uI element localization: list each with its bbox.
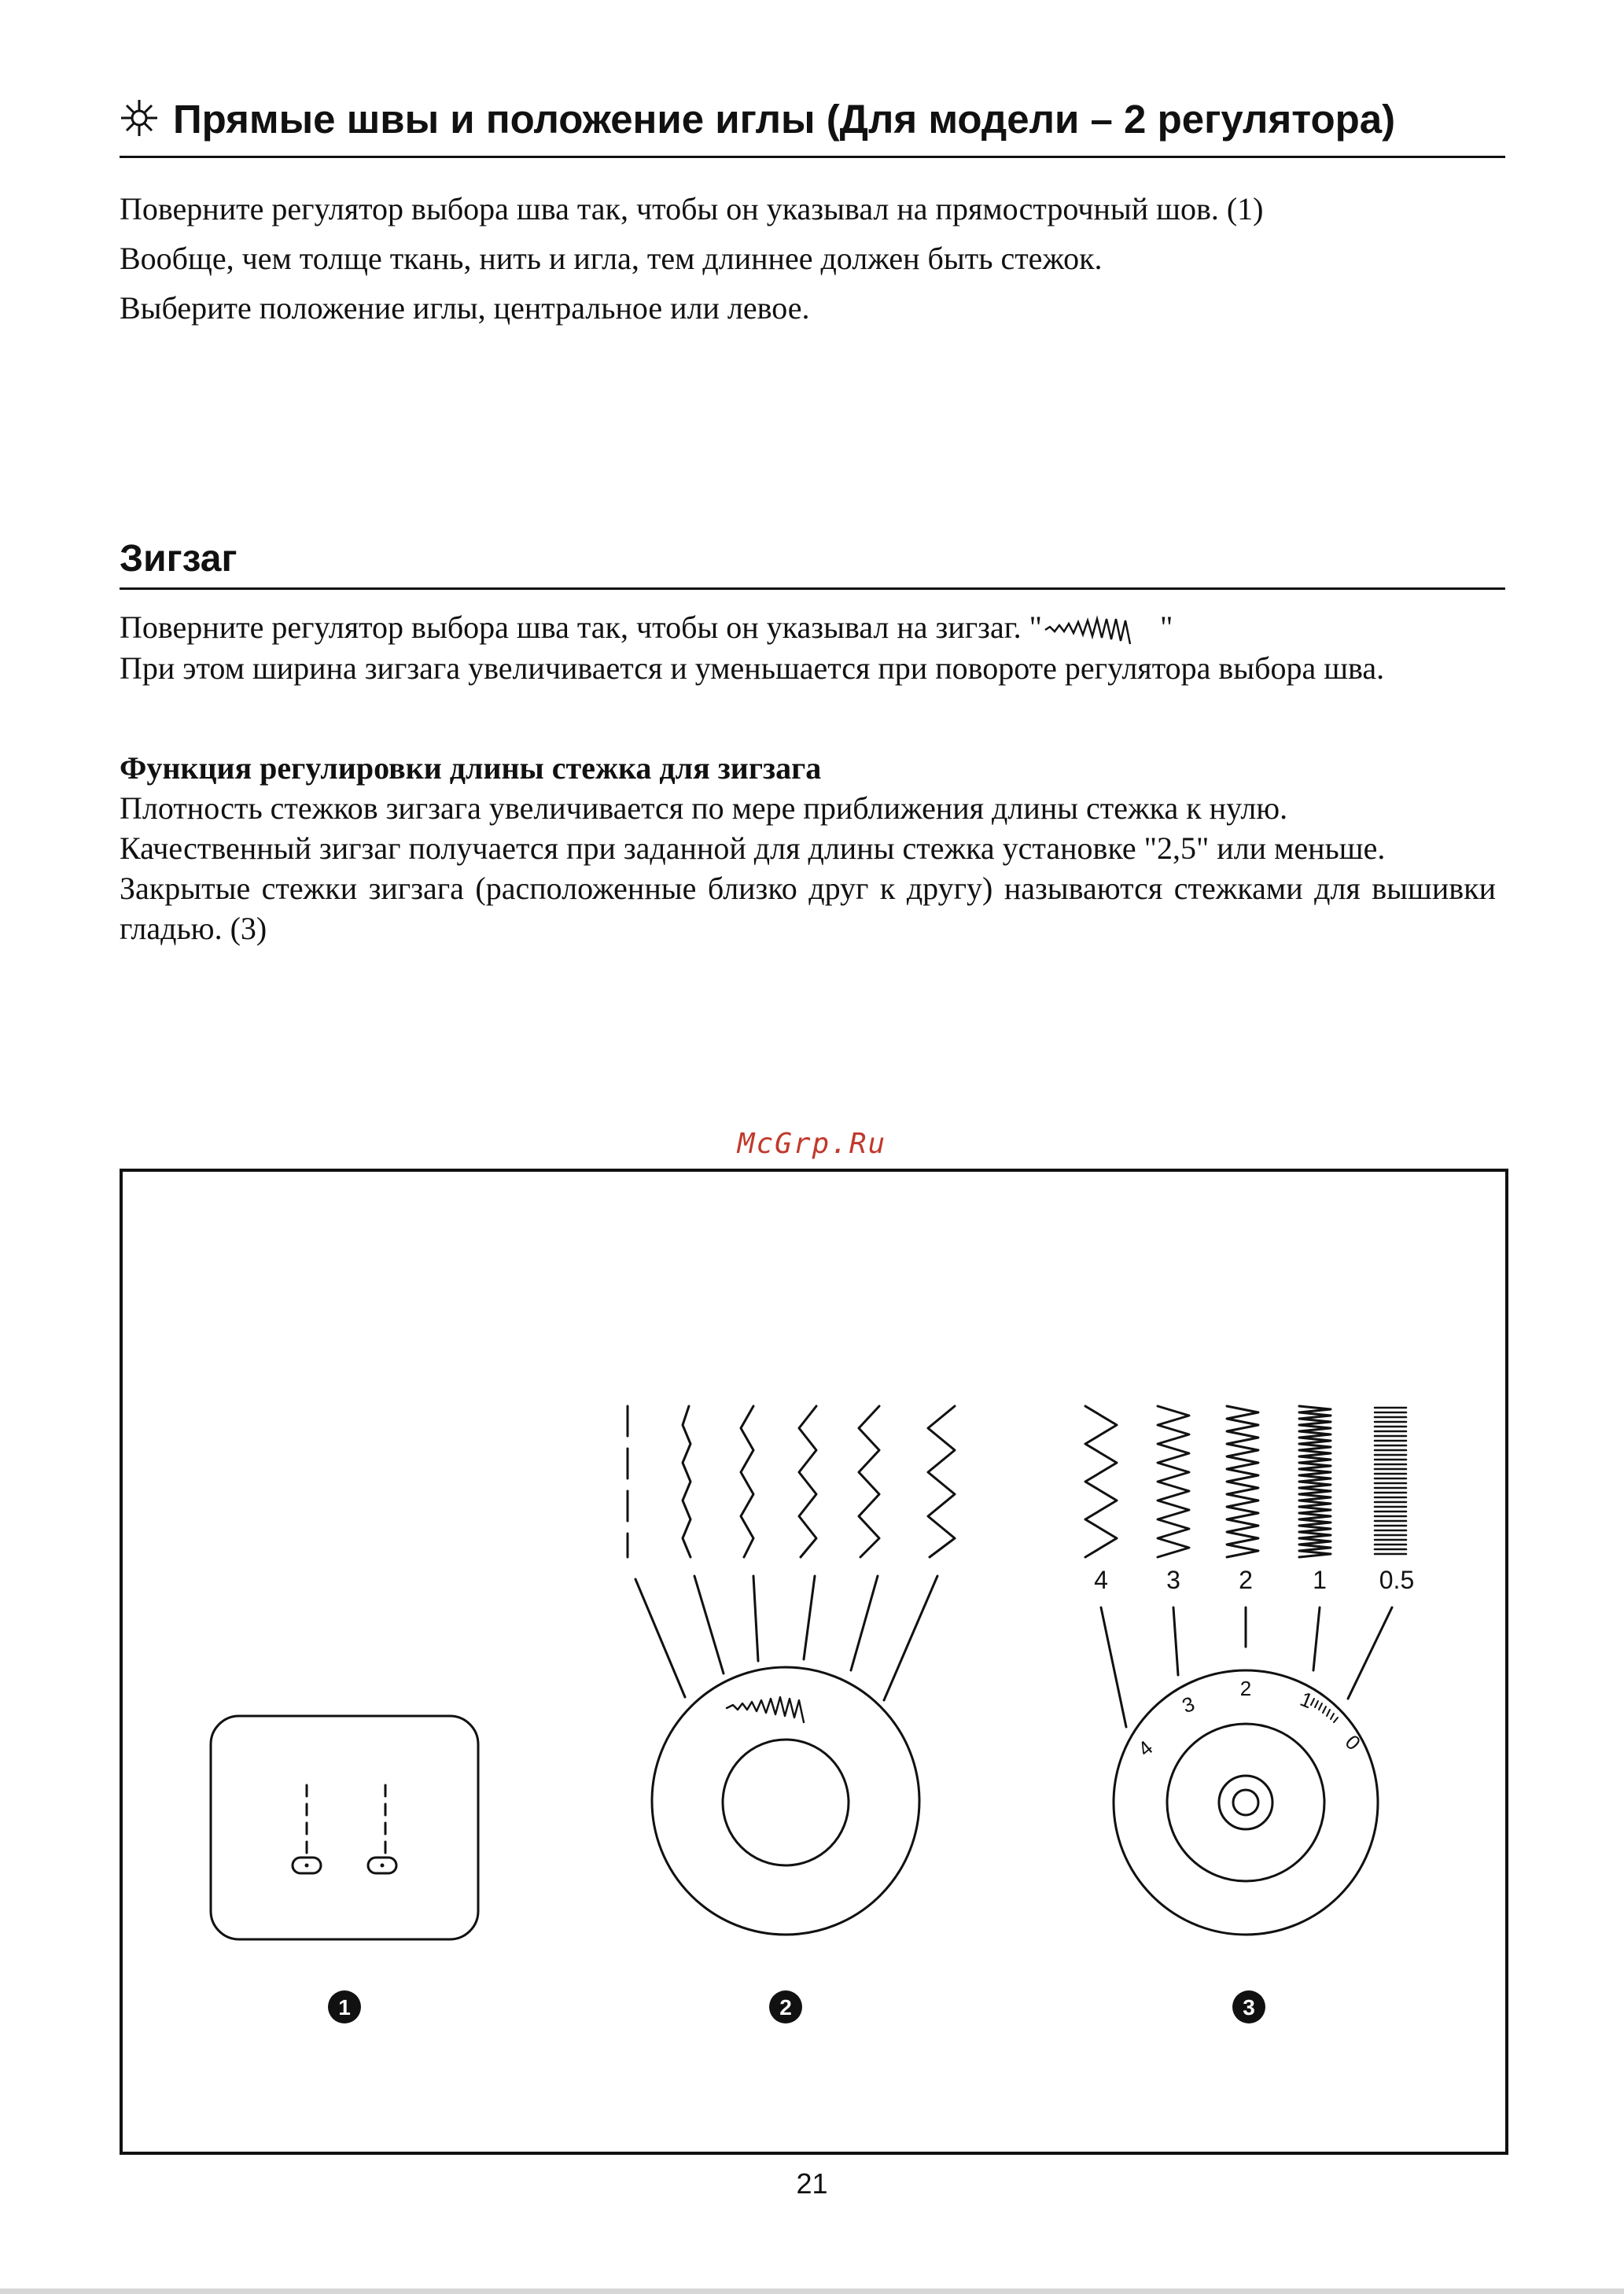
paragraph-line — [120, 607, 1496, 648]
stitch-selector-dial — [652, 1667, 919, 1935]
section-title-zigzag: Зигзаг — [120, 531, 1505, 590]
figure-marker-1 — [328, 1990, 361, 2023]
zigzag-sample — [741, 1406, 753, 1557]
figure-marker-2 — [769, 1990, 802, 2023]
zigzag-stitch-icon — [1042, 613, 1152, 647]
stitch-length-label: 0.5 — [1379, 1566, 1415, 1594]
needle-plate — [211, 1716, 478, 1939]
dial-center — [1233, 1790, 1258, 1815]
section2-intro — [120, 607, 1496, 689]
paragraph-line: Выберите положение иглы, центральное или левое. — [120, 290, 810, 326]
zigzag-sample — [859, 1406, 879, 1557]
dial-hub — [1167, 1724, 1324, 1881]
figure-marker-3 — [1232, 1990, 1265, 2023]
zigzag-stitch-icon — [727, 1697, 804, 1722]
watermark: McGrp.Ru — [737, 1128, 887, 1160]
dial-label: 4 — [1133, 1735, 1158, 1762]
dial-label: 3 — [1178, 1691, 1198, 1718]
dial-label: 0 — [1340, 1729, 1366, 1755]
section-title-straight-stitch — [120, 87, 1505, 158]
stitch-length-label: 4 — [1094, 1566, 1108, 1594]
stitch-length-label: 1 — [1313, 1566, 1327, 1594]
zigzag-sample — [928, 1406, 955, 1557]
zigzag-length-2 — [1227, 1406, 1258, 1557]
section1-text — [120, 184, 1496, 333]
section2-subsection — [120, 748, 1496, 948]
dial-hub — [723, 1740, 849, 1865]
zigzag-sample — [799, 1406, 816, 1557]
page-number: 21 — [796, 2167, 828, 2200]
text-run: " — [1151, 609, 1173, 645]
stitch-length-label: 2 — [1239, 1566, 1253, 1594]
zigzag-length-0-5 — [1375, 1408, 1406, 1554]
text-run: Поверните регулятор выбора шва так, чтобы он указывал на зигзаг. " — [120, 609, 1042, 645]
paragraph-line: Вообще, чем толще ткань, нить и игла, тем длиннее должен быть стежок. — [120, 241, 1103, 276]
subheading: Функция регулировки длины стежка для зигзага — [120, 750, 822, 786]
marker-number: 1 — [338, 1995, 351, 2020]
page-bottom-edge — [0, 2288, 1624, 2294]
zigzag-width-figure — [628, 1406, 955, 1935]
paragraph-line: Плотность стежков зигзага увеличивается по мере приближения длины стежка к нулю. — [120, 790, 1288, 826]
dial-label: 1 — [1297, 1687, 1317, 1714]
marker-number: 3 — [1243, 1995, 1255, 2020]
zigzag-length-4 — [1085, 1406, 1117, 1557]
zigzag-length-1 — [1299, 1406, 1331, 1557]
dial-label: 2 — [1239, 1677, 1252, 1700]
paragraph-line: Качественный зигзаг получается при заданной для длины стежка установке "2,5" или меньше. — [120, 830, 1386, 866]
illustration-frame — [120, 1169, 1508, 2155]
illustration — [123, 1172, 1505, 2152]
paragraph-line: Поверните регулятор выбора шва так, чтобы он указывал на прямострочный шов. (1) — [120, 191, 1264, 226]
needle-plate-figure — [211, 1716, 478, 1939]
marker-number: 2 — [779, 1995, 792, 2020]
section-title-text: Прямые швы и положение иглы (Для модели – 2 регулятора) — [173, 97, 1396, 142]
sparkle-icon — [120, 98, 159, 138]
stitch-length-dial — [1114, 1670, 1378, 1935]
dial-knob — [1219, 1776, 1272, 1829]
zigzag-length-3 — [1158, 1406, 1189, 1557]
paragraph-line: При этом ширина зигзага увеличивается и уменьшается при повороте регулятора выбора шва. — [120, 650, 1385, 686]
zigzag-sample — [683, 1406, 690, 1557]
stitch-length-label: 3 — [1166, 1566, 1180, 1594]
paragraph-line: Закрытые стежки зигзага (расположенные близко друг к другу) называются стежками для вышивки гладью. (3) — [120, 871, 1496, 946]
stitch-length-figure — [1085, 1406, 1406, 1935]
fine-scale-ticks — [1311, 1699, 1338, 1722]
